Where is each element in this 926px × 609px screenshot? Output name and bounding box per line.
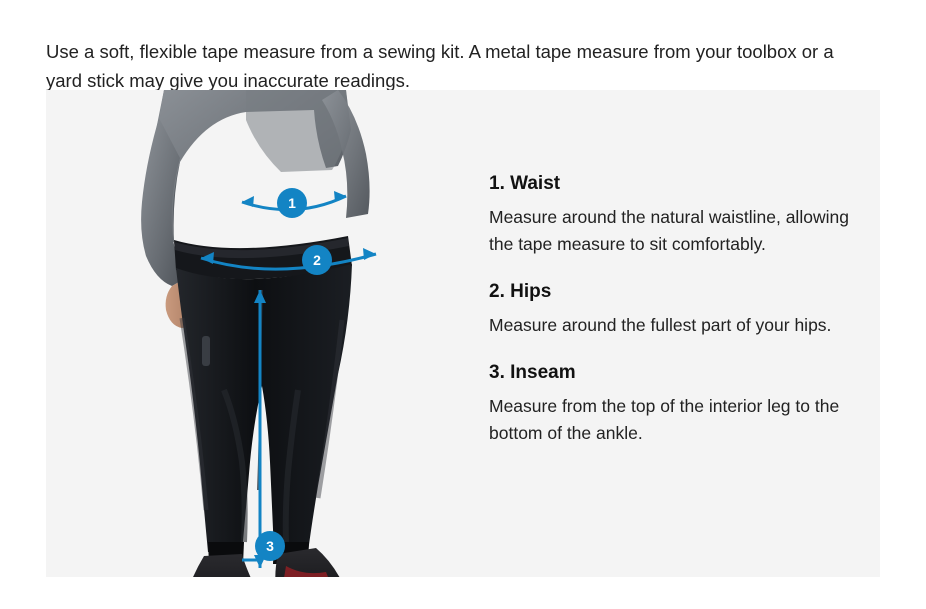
figure-graphic	[46, 90, 446, 577]
waist-callout-badge: 1	[277, 188, 307, 218]
hips-callout-badge: 2	[302, 245, 332, 275]
intro-text: Use a soft, flexible tape measure from a sewing kit. A metal tape measure from your toolbox or a yard stick may give you inaccurate readings.	[46, 40, 834, 91]
measurement-item-waist	[489, 172, 859, 258]
hips-title: 2. Hips	[489, 281, 552, 302]
measurement-item-hips	[489, 280, 859, 339]
inseam-callout-badge: 3	[255, 531, 285, 561]
measurement-list	[489, 172, 859, 447]
measurement-illustration	[46, 90, 446, 577]
inseam-title: 3. Inseam	[489, 362, 576, 383]
inseam-description: Measure from the top of the interior leg to the bottom of the ankle.	[489, 396, 840, 443]
waist-description: Measure around the natural waistline, allowing the tape measure to sit comfortably.	[489, 207, 849, 254]
waist-title: 1. Waist	[489, 173, 561, 194]
measurement-panel	[46, 90, 880, 577]
measurement-item-inseam	[489, 361, 859, 447]
hips-description: Measure around the fullest part of your hips.	[489, 315, 832, 335]
